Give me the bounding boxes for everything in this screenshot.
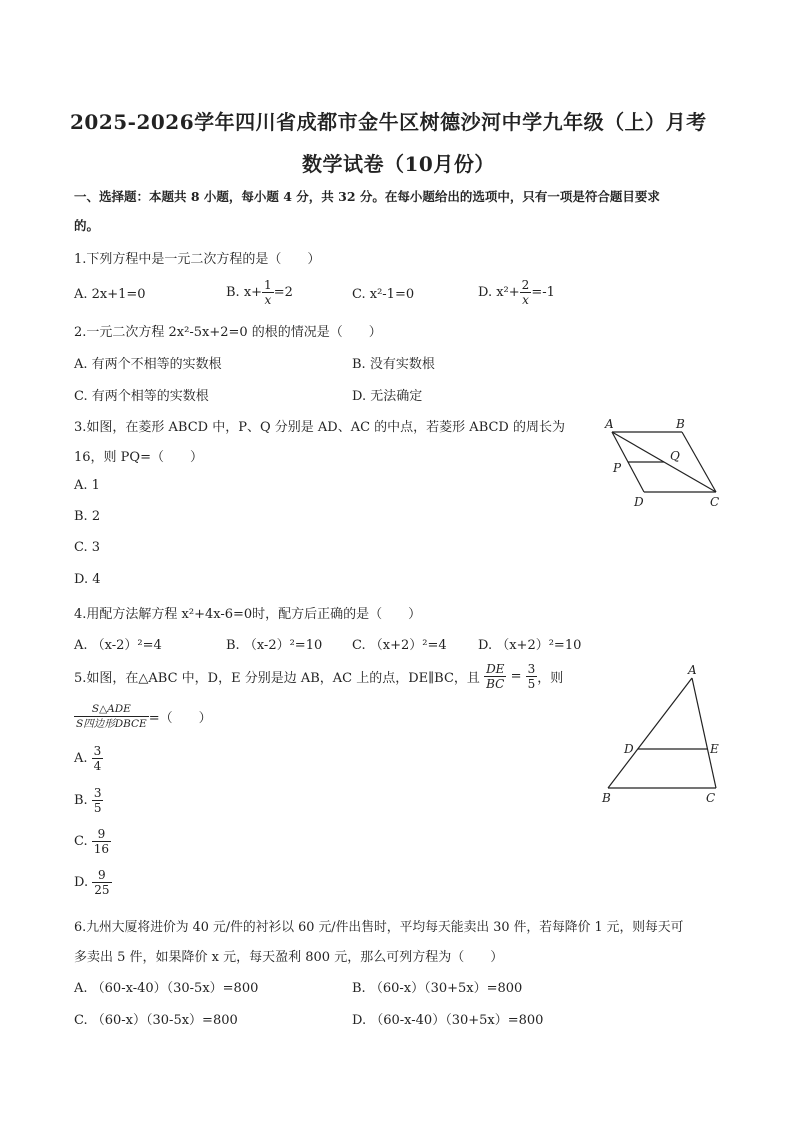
q3-rhombus-figure [596,412,736,512]
q5-stem-pre: 5.如图，在△ABC 中，D，E 分别是边 AB，AC 上的点，DE∥BC，且 [74,671,480,686]
q5-d-fraction [92,868,111,897]
q3-label-b: B [676,417,685,431]
q5-option-a [74,744,103,773]
q5-d-den: 25 [94,883,110,897]
section-1-line-2: 的。 [74,218,100,233]
q5-value-den: 5 [527,677,536,691]
q5-label-a: A [688,663,697,677]
q3-option-c: C. 3 [74,540,101,555]
q5-c-den: 16 [93,842,110,856]
q1-d-suffix: =-1 [531,285,555,300]
q5-a-fraction [92,744,104,773]
q3-option-a: A. 1 [74,478,100,493]
q4-stem: 4.用配方法解方程 x²+4x-6=0时，配方后正确的是（ ） [74,607,422,622]
q5-eq: = [510,669,522,684]
title-line-1: 2025-2026学年四川省成都市金牛区树德沙河中学九年级（上）月考 [70,110,707,134]
q1-stem: 1.下列方程中是一元二次方程的是（ ） [74,252,321,267]
q1-d-prefix: D. x²+ [478,285,520,300]
q5-a-label: A. [74,751,88,766]
q1-option-d [478,278,555,307]
q1-b-fraction [262,278,274,307]
q5-ratio-fraction [484,662,506,691]
q2-option-d: D. 无法确定 [352,389,423,404]
q5-stem-post: ，则 [537,671,564,686]
q5-b-fraction [92,786,104,815]
q1-b-num: 1 [264,278,272,292]
q1-b-suffix: =2 [273,285,293,300]
q5-ratio-den: BC [486,677,505,691]
q3-label-a: A [605,417,614,431]
q5-triangle-figure [596,662,736,812]
q5-option-c [74,827,111,856]
q4-option-c: C. （x+2）²=4 [352,638,447,653]
q6-stem-line-1: 6.九州大厦将进价为 40 元/件的衬衫以 60 元/件出售时，平均每天能卖出 30 件，若每降价 1 元，则每天可 [74,920,684,935]
q1-d-den: x [522,293,529,307]
q5-c-num: 9 [92,827,111,842]
title-line-2: 数学试卷（10月份） [302,152,495,176]
q1-b-prefix: B. x+ [226,285,263,300]
q2-option-b: B. 没有实数根 [352,357,435,372]
q5-area-num: S△ADE [74,702,149,717]
q5-stem [74,662,563,691]
q3-option-d: D. 4 [74,572,101,587]
q5-d-num: 9 [92,868,111,883]
q2-stem: 2.一元二次方程 2x²-5x+2=0 的根的情况是（ ） [74,325,382,340]
q4-option-a: A. （x-2）²=4 [74,638,162,653]
q5-b-num: 3 [93,786,102,800]
q6-option-a: A. （60-x-40）（30-5x）=800 [74,981,259,996]
q5-label-e: E [710,742,719,756]
q5-label-c: C [706,791,716,805]
q5-value-fraction [526,662,538,691]
q4-option-b: B. （x-2）²=10 [226,638,323,653]
q1-option-b [226,278,293,307]
q3-label-d: D [634,495,644,509]
q3-stem-line-2: 16，则 PQ=（ ） [74,450,203,465]
q5-c-fraction [92,827,111,856]
q6-stem-line-2: 多卖出 5 件，如果降价 x 元，每天盈利 800 元，那么可列方程为（ ） [74,950,504,965]
q1-b-den: x [264,293,272,307]
q5-label-b: B [602,791,611,805]
q5-area-ratio [74,702,212,731]
q2-option-c: C. 有两个相等的实数根 [74,389,209,404]
q5-ratio-num: DE [486,662,505,676]
q5-side-ac [692,678,716,788]
q4-option-d: D. （x+2）²=10 [478,638,582,653]
q5-value-num: 3 [527,662,536,676]
q5-area-post: =（ ） [148,711,212,726]
q6-option-d: D. （60-x-40）（30+5x）=800 [352,1013,544,1028]
q1-d-num: 2 [521,278,530,292]
q5-b-den: 5 [93,801,102,815]
q6-option-c: C. （60-x）（30-5x）=800 [74,1013,238,1028]
q3-label-q: Q [670,449,680,463]
q3-label-c: C [710,495,720,509]
q3-stem-line-1: 3.如图，在菱形 ABCD 中，P、Q 分别是 AD、AC 的中点，若菱形 ABCD 的周长为 [74,420,565,435]
q3-option-b: B. 2 [74,509,101,524]
q1-d-fraction [520,278,532,307]
q5-option-d [74,868,112,897]
q2-option-a: A. 有两个不相等的实数根 [74,357,222,372]
section-1-line-1: 一、选择题：本题共 8 小题，每小题 4 分，共 32 分。在每小题给出的选项中，只有一项是符合题目要求 [74,189,660,204]
q5-d-label: D. [74,875,89,890]
q6-option-b: B. （60-x）（30+5x）=800 [352,981,523,996]
q5-area-den: S四边形DBCE [76,718,147,730]
q5-a-den: 4 [93,759,102,773]
q3-label-p: P [613,461,622,475]
q5-side-ab [608,678,692,788]
q1-option-a: A. 2x+1=0 [74,287,146,302]
q1-option-c: C. x²-1=0 [352,287,415,302]
q5-a-num: 3 [93,744,102,758]
q3-side-bc [682,432,716,492]
q5-area-fraction [74,702,149,731]
q5-option-b [74,786,103,815]
q5-c-label: C. [74,834,88,849]
q5-b-label: B. [74,793,88,808]
q5-label-d: D [624,742,634,756]
